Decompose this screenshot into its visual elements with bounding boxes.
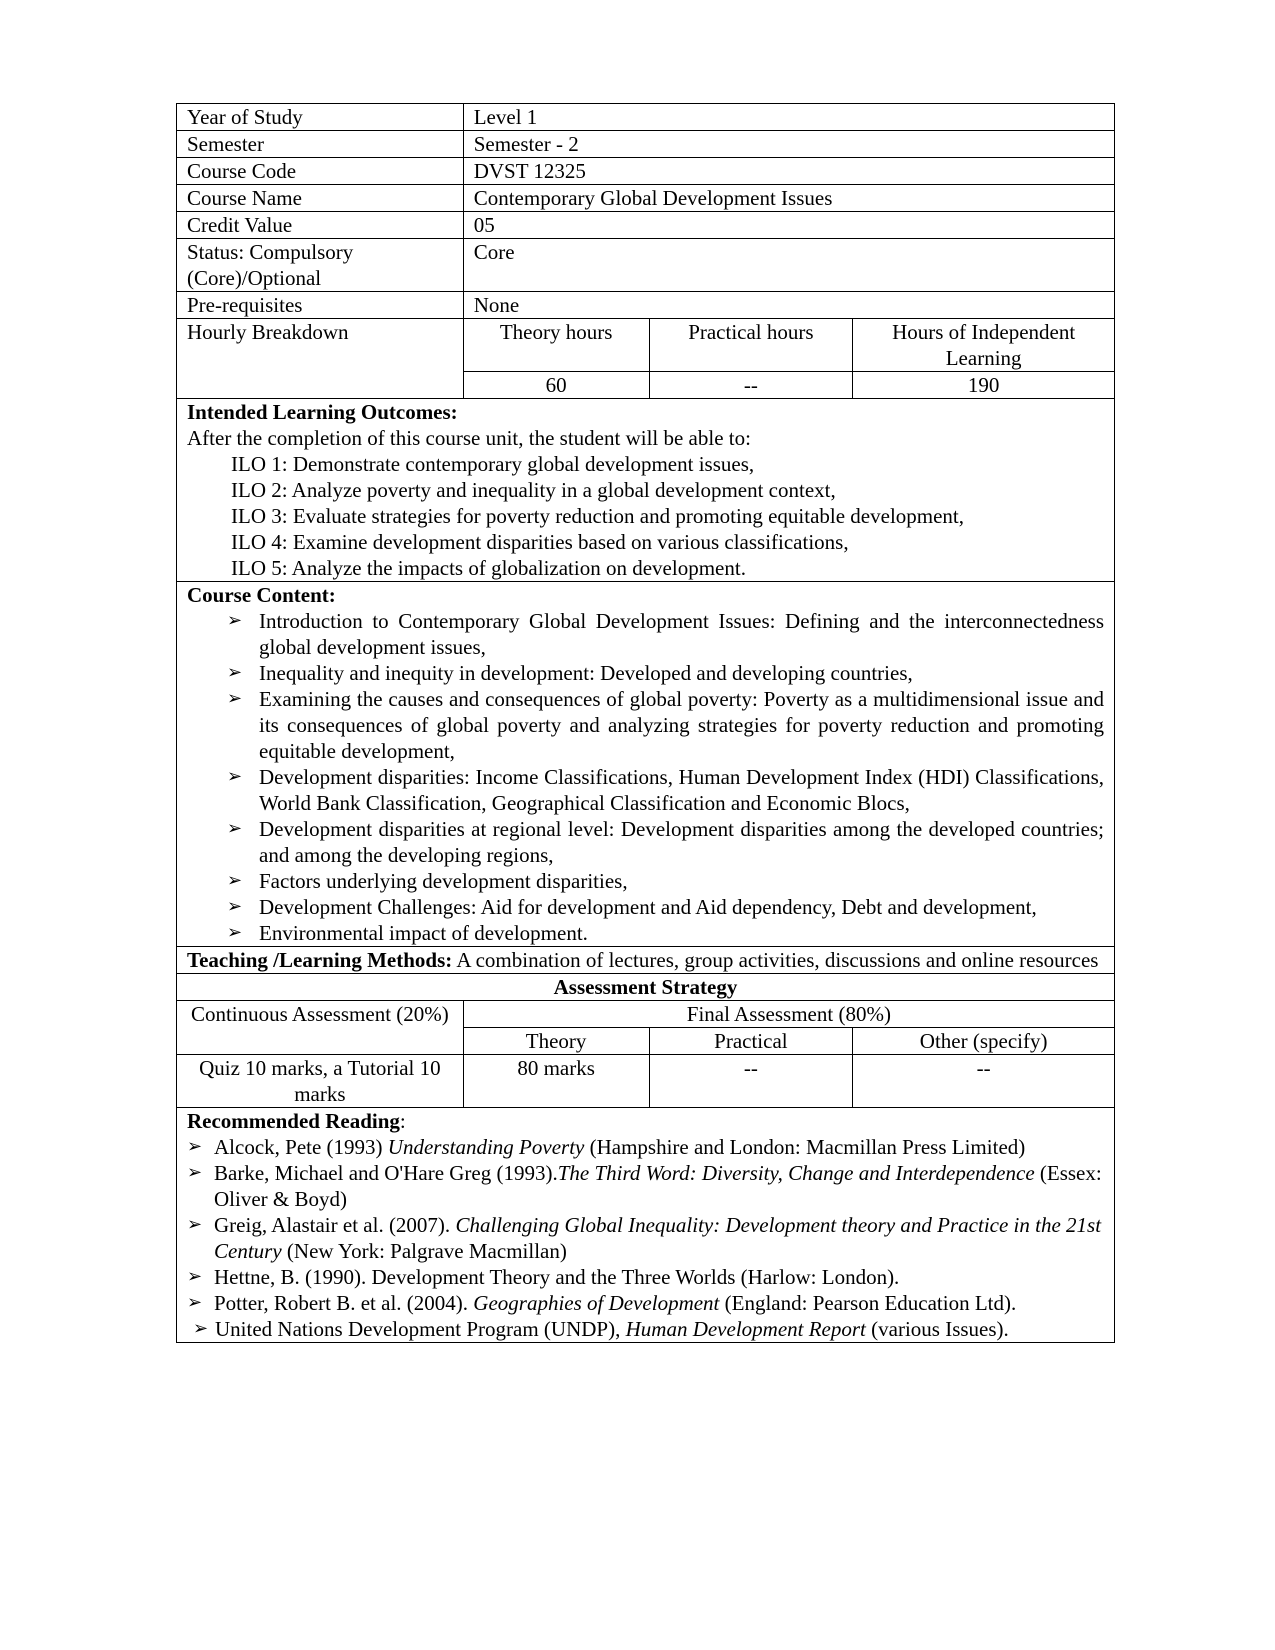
reading-text: (Hampshire and London: Macmillan Press Limited) <box>584 1135 1026 1159</box>
assessment-other-header: Other (specify) <box>853 1028 1115 1055</box>
row-name <box>177 185 1115 212</box>
ilo-item: ILO 5: Analyze the impacts of globalization on development. <box>231 556 746 580</box>
row-content <box>177 582 1115 947</box>
independent-hours-header: Hours of Independent Learning <box>853 319 1115 372</box>
ilo-section <box>177 399 1115 582</box>
ilo-item: ILO 3: Evaluate strategies for poverty reduction and promoting equitable development, <box>231 504 965 528</box>
credit-label: Credit Value <box>177 212 464 239</box>
reading-item <box>187 1316 1104 1342</box>
row-ilo <box>177 399 1115 582</box>
reading-text: (various Issues). <box>865 1317 1009 1341</box>
prereq-value: None <box>463 292 1114 319</box>
reading-heading <box>187 1108 1104 1134</box>
row-status <box>177 239 1115 292</box>
row-credit <box>177 212 1115 239</box>
assessment-theory-header: Theory <box>463 1028 649 1055</box>
assessment-practical-header: Practical <box>649 1028 853 1055</box>
continuous-assessment-value: Quiz 10 marks, a Tutorial 10 marks <box>177 1055 464 1108</box>
reading-book-title: Challenging Global Inequality: Development theory and Practice in the 21st Century <box>214 1213 1102 1263</box>
row-reading <box>177 1108 1115 1343</box>
independent-hours-value: 190 <box>853 372 1115 399</box>
row-hours-header <box>177 319 1115 372</box>
reading-colon: : <box>399 1109 406 1133</box>
course-spec-table <box>176 103 1115 1343</box>
row-semester <box>177 131 1115 158</box>
reading-text: (England: Pearson Education Ltd). <box>719 1291 1017 1315</box>
teaching-methods-text: A combination of lectures, group activities, discussions and online resources <box>456 948 1099 972</box>
continuous-assessment-header: Continuous Assessment (20%) <box>177 1001 464 1055</box>
prereq-label: Pre-requisites <box>177 292 464 319</box>
practical-hours-header: Practical hours <box>649 319 853 372</box>
assessment-other-value: -- <box>853 1055 1115 1108</box>
course-content-list <box>187 608 1104 946</box>
reading-text: United Nations Development Program (UNDP), <box>215 1317 626 1341</box>
row-assessment-title <box>177 974 1115 1001</box>
year-label: Year of Study <box>177 104 464 131</box>
reading-book-title: Geographies of Development <box>473 1291 720 1315</box>
reading-item <box>187 1264 1104 1290</box>
teaching-methods-label: Teaching /Learning Methods: <box>187 948 453 972</box>
reading-text: (New York: Palgrave Macmillan) <box>281 1239 567 1263</box>
content-item: ➢ Examining the causes and consequences of global poverty: Poverty as a multidimensional issue and its consequences of global poverty and analyzing strategies for poverty reduction and promoting equitable development, <box>227 686 1104 764</box>
year-value: Level 1 <box>463 104 1114 131</box>
hourly-breakdown-label: Hourly Breakdown <box>177 319 464 399</box>
ilo-list <box>187 451 1104 581</box>
course-code-label: Course Code <box>177 158 464 185</box>
teaching-methods-section <box>177 947 1115 974</box>
row-assessment-values <box>177 1055 1115 1108</box>
content-item: ➢ Development disparities at regional level: Development disparities among the developed countries; and among the developing regions, <box>227 816 1104 868</box>
reading-book-title: Understanding Poverty <box>387 1135 585 1159</box>
row-prereq <box>177 292 1115 319</box>
content-item: ➢ Introduction to Contemporary Global Development Issues: Defining and the interconnectedness global development issues, <box>227 608 1104 660</box>
status-value: Core <box>463 239 1114 292</box>
content-item: ➢ Environmental impact of development. <box>227 920 1104 946</box>
content-item: ➢ Development disparities: Income Classifications, Human Development Index (HDI) Classifications, World Bank Classification, Geographical Classification and Economic Blocs, <box>227 764 1104 816</box>
reading-title: Recommended Reading <box>187 1109 400 1133</box>
reading-item <box>187 1134 1104 1160</box>
ilo-item: ILO 2: Analyze poverty and inequality in a global development context, <box>231 478 836 502</box>
ilo-title: Intended Learning Outcomes: <box>187 400 458 424</box>
course-name-value: Contemporary Global Development Issues <box>463 185 1114 212</box>
course-content-section <box>177 582 1115 947</box>
row-methods <box>177 947 1115 974</box>
row-year <box>177 104 1115 131</box>
course-code-value: DVST 12325 <box>463 158 1114 185</box>
reading-text: Greig, Alastair et al. (2007). <box>214 1213 456 1237</box>
reading-item <box>187 1212 1104 1264</box>
reading-item <box>187 1290 1104 1316</box>
content-item: ➢ Development Challenges: Aid for development and Aid dependency, Debt and development, <box>227 894 1104 920</box>
status-label: Status: Compulsory (Core)/Optional <box>177 239 464 292</box>
content-item: ➢ Inequality and inequity in development: Developed and developing countries, <box>227 660 1104 686</box>
reading-book-title: The Third Word: Diversity, Change and Interdependence <box>557 1161 1035 1185</box>
assessment-practical-value: -- <box>649 1055 853 1108</box>
ilo-item: ILO 4: Examine development disparities based on various classifications, <box>231 530 849 554</box>
semester-value: Semester - 2 <box>463 131 1114 158</box>
credit-value: 05 <box>463 212 1114 239</box>
theory-hours-header: Theory hours <box>463 319 649 372</box>
reading-text: (Essex: Oliver & Boyd) <box>214 1161 1102 1211</box>
course-name-label: Course Name <box>177 185 464 212</box>
reading-text: Barke, Michael and O'Hare Greg (1993). <box>214 1161 558 1185</box>
content-item: ➢ Factors underlying development disparities, <box>227 868 1104 894</box>
reading-text: Alcock, Pete (1993) <box>214 1135 388 1159</box>
practical-hours-value: -- <box>649 372 853 399</box>
reading-item <box>187 1160 1104 1212</box>
theory-hours-value: 60 <box>463 372 649 399</box>
reading-text: Potter, Robert B. et al. (2004). <box>214 1291 474 1315</box>
ilo-item: ILO 1: Demonstrate contemporary global development issues, <box>231 452 755 476</box>
row-assessment-header <box>177 1001 1115 1028</box>
assessment-strategy-title: Assessment Strategy <box>177 974 1115 1001</box>
reading-text: Hettne, B. (1990). Development Theory and the Three Worlds (Harlow: London). <box>214 1265 900 1289</box>
assessment-theory-value: 80 marks <box>463 1055 649 1108</box>
reading-list <box>187 1134 1104 1342</box>
recommended-reading-section <box>177 1108 1115 1343</box>
row-code <box>177 158 1115 185</box>
course-content-title: Course Content: <box>187 583 336 607</box>
reading-book-title: Human Development Report <box>625 1317 866 1341</box>
ilo-intro: After the completion of this course unit, the student will be able to: <box>187 426 751 450</box>
semester-label: Semester <box>177 131 464 158</box>
final-assessment-header: Final Assessment (80%) <box>463 1001 1114 1028</box>
